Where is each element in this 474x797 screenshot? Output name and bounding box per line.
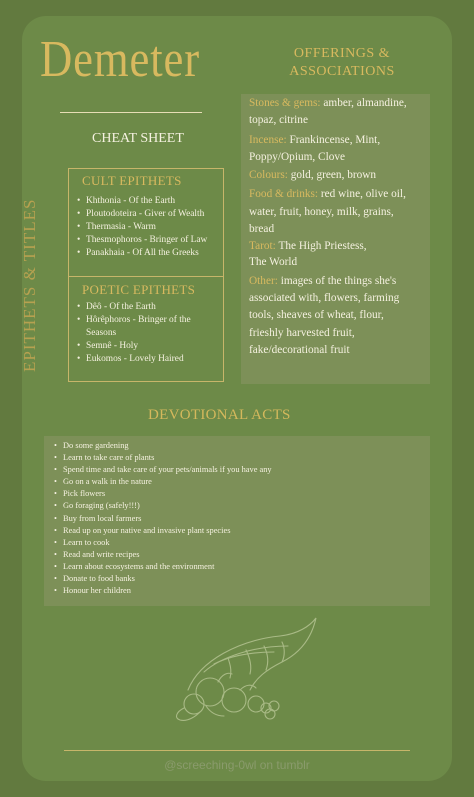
offerings-panel (241, 94, 430, 384)
offering-key: Stones & gems: (249, 97, 321, 109)
epithets-divider (68, 276, 224, 277)
offering-line (249, 134, 380, 146)
title-divider (60, 112, 202, 113)
offering-line (249, 151, 345, 163)
offering-line (249, 292, 399, 304)
offering-value: frieshly harvested fruit, (249, 327, 355, 339)
offerings-heading (272, 45, 412, 81)
poetic-epithet-item: • Hôrêphoros - Bringer of the Seasons (74, 314, 220, 340)
poetic-epithet-item: • Dêô - Of the Earth (74, 301, 220, 314)
devotional-item: • Learn to cook (52, 537, 272, 549)
devotional-item: • Pick flowers (52, 488, 272, 500)
page-title: Demeter (40, 31, 200, 88)
cult-epithet-item: • Thermasia - Warm (74, 221, 224, 234)
offerings-heading-line1: OFFERINGS & (293, 46, 391, 61)
devotional-item: • Spend time and take care of your pets/animals if you have any (52, 464, 272, 476)
offering-line (249, 114, 308, 126)
offering-value: tools, sheaves of wheat, flour, (249, 309, 384, 321)
offering-key: Colours: (249, 169, 288, 181)
credit-text: @screeching-0wl on tumblr (164, 758, 310, 772)
offering-line (249, 327, 355, 339)
devotional-list (52, 440, 272, 597)
offering-line (249, 97, 407, 109)
cult-epithets-heading: CULT EPITHETS (82, 173, 182, 188)
offering-value: water, fruit, honey, milk, grains, (249, 206, 394, 218)
offering-line (249, 309, 384, 321)
devotional-item: • Donate to food banks (52, 573, 272, 585)
footer-divider (64, 750, 410, 751)
offering-line (249, 169, 376, 181)
offering-value: topaz, citrine (249, 114, 308, 126)
devotional-item: • Learn to take care of plants (52, 452, 272, 464)
offering-line (249, 240, 367, 252)
cornucopia-icon (170, 612, 320, 724)
devotional-item: • Honour her children (52, 585, 272, 597)
offering-value: bread (249, 223, 275, 235)
poetic-epithet-item: • Semnê - Holy (74, 340, 220, 353)
offering-line (249, 344, 350, 356)
offering-line (249, 206, 394, 218)
offering-key: Food & drinks: (249, 188, 319, 200)
offering-value: red wine, olive oil, (318, 188, 406, 200)
offering-line (249, 188, 406, 200)
offering-line (249, 275, 396, 287)
cult-epithet-item: • Panakhaia - Of All the Greeks (74, 247, 224, 260)
offering-value: images of the things she's (277, 275, 397, 287)
poetic-epithets-heading: POETIC EPITHETS (82, 282, 196, 297)
devotional-item: • Go foraging (safely!!!) (52, 500, 272, 512)
offering-line (249, 223, 274, 235)
offering-value: amber, almandine, (320, 97, 407, 109)
offering-value: Poppy/Opium, Clove (249, 151, 346, 163)
poetic-epithet-item: • Eukomos - Lovely Haired (74, 353, 220, 366)
offerings-heading-line2: ASSOCIATIONS (289, 64, 395, 79)
cult-epithet-item: • Khthonia - Of the Earth (74, 195, 224, 208)
offering-key: Incense: (249, 134, 287, 146)
devotional-item: • Learn about ecosystems and the environment (52, 561, 272, 573)
offering-key: Other: (249, 275, 278, 287)
cult-epithets-list (74, 195, 224, 260)
cult-epithet-item: • Thesmophoros - Bringer of Law (74, 234, 224, 247)
offering-value: gold, green, brown (287, 169, 377, 181)
offering-value: The High Priestess, (275, 240, 367, 252)
page-subtitle: CHEAT SHEET (92, 131, 184, 146)
poetic-epithets-list (74, 301, 220, 366)
offering-value: The World (249, 256, 298, 268)
offering-key: Tarot: (249, 240, 276, 252)
devotional-item: • Read up on your native and invasive plant species (52, 525, 272, 537)
devotional-panel (44, 436, 430, 606)
offering-line (249, 256, 297, 268)
devotional-item: • Read and write recipes (52, 549, 272, 561)
devotional-item: • Go on a walk in the nature (52, 476, 272, 488)
devotional-item: • Do some gardening (52, 440, 272, 452)
epithets-side-label: EPITHETS & TITLES (20, 198, 39, 372)
offering-value: Frankincense, Mint, (286, 134, 381, 146)
devotional-item: • Buy from local farmers (52, 513, 272, 525)
devotional-heading: DEVOTIONAL ACTS (148, 407, 291, 423)
offering-value: fake/decorational fruit (249, 344, 350, 356)
offering-value: associated with, flowers, farming (249, 292, 400, 304)
cult-epithet-item: • Ploutodoteira - Giver of Wealth (74, 208, 224, 221)
